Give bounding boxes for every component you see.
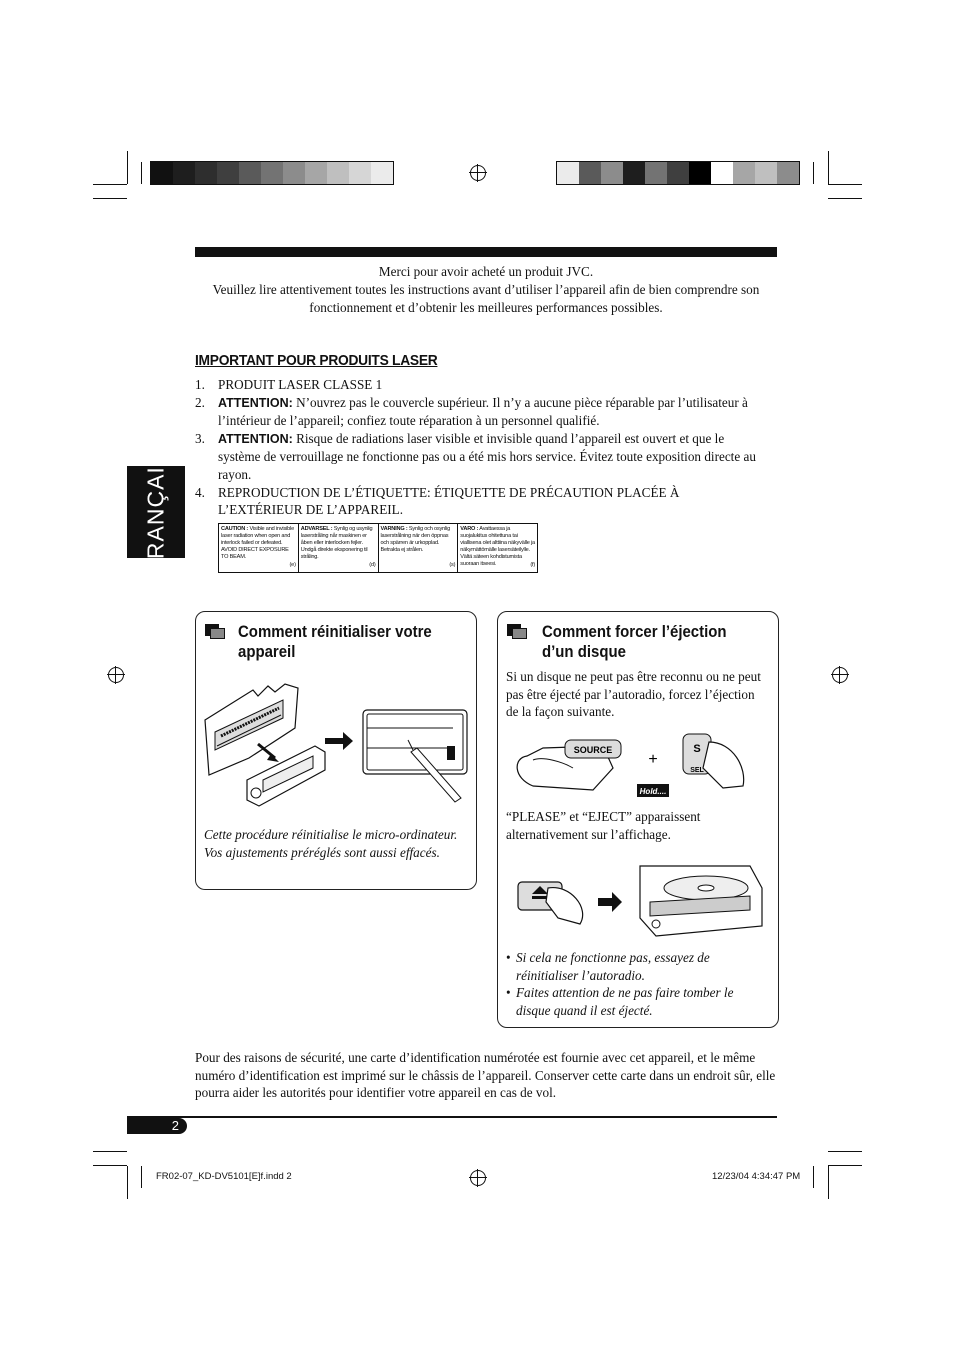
label-cell-text: Synlig och osynlig laserstrålning när den öppnas och spärren är urkopplad. Betrakta ej strålen. <box>380 526 451 553</box>
footer-file: FR02-07_KD-DV5101[E]f.indd 2 <box>156 1171 292 1182</box>
attention-label: ATTENTION: <box>218 431 293 446</box>
color-swatch <box>239 162 261 184</box>
color-swatch <box>667 162 689 184</box>
laser-list-item <box>195 484 765 519</box>
label-cell-tag: (f) <box>530 562 535 569</box>
color-swatch <box>645 162 667 184</box>
eject-illustration <box>510 858 770 948</box>
color-swatch <box>173 162 195 184</box>
label-cell-head: VARO : <box>460 526 479 532</box>
color-swatch <box>755 162 777 184</box>
color-swatch <box>777 162 799 184</box>
intro-text <box>195 263 777 317</box>
list-number: 1. <box>195 377 205 392</box>
label-cell-head: CAUTION : <box>221 526 249 532</box>
list-text: Risque de radiations laser visible et invisible quand l’appareil est ouvert et que le système de verrouillage ne fonctionne pas ou a été mis hors service. Évitez toute exposition directe au rayon. <box>218 430 756 482</box>
color-swatch <box>711 162 733 184</box>
plus-sign: + <box>648 751 658 768</box>
color-swatch <box>623 162 645 184</box>
button-illustration <box>503 728 773 802</box>
color-swatch <box>689 162 711 184</box>
color-swatch <box>579 162 601 184</box>
label-cell <box>299 524 379 572</box>
intro-line-1: Merci pour avoir acheté un produit JVC. <box>378 264 594 279</box>
color-swatch-bar-left <box>150 161 394 185</box>
footer-rule <box>127 1116 777 1118</box>
list-number: 2. <box>195 394 205 410</box>
eject-intro: Si un disque ne peut pas être reconnu ou ne peut pas être éjecté par l’autoradio, forcez l’éjection de la façon suivante. <box>506 669 761 720</box>
registration-mark-bottom <box>470 1170 486 1186</box>
intro-line-2: Veuillez lire attentivement toutes les instructions avant d’utiliser l’appareil afin de bien comprendre son fonctionnement et d’obtenir les meilleures performances possibles. <box>212 282 760 315</box>
registration-mark-top <box>470 165 486 181</box>
caution-label-reproduction <box>218 523 538 573</box>
color-swatch <box>283 162 305 184</box>
footer-date: 12/23/04 4:34:47 PM <box>712 1171 801 1182</box>
laser-heading: IMPORTANT POUR PRODUITS LASER <box>195 352 438 369</box>
reset-illustration <box>203 680 471 810</box>
color-swatch <box>195 162 217 184</box>
label-cell-tag: (s) <box>449 562 456 569</box>
label-cell-head: ADVARSEL : <box>300 526 333 532</box>
registration-mark-left <box>108 667 124 683</box>
registration-mark-right <box>832 667 848 683</box>
label-cell-text: Synlig og usynlig laserstråling når maskinen er åben eller interlocken fejler. Undgå direkte eksponering til stråling. <box>300 526 373 560</box>
reset-caption: Cette procédure réinitialise le micro-ordinateur. Vos ajustements préréglés sont aussi effacés. <box>204 827 458 860</box>
eject-display-text: “PLEASE” et “EJECT” apparaissent alternativement sur l’affichage. <box>506 809 701 842</box>
label-cell <box>458 524 537 572</box>
section-icon <box>205 624 225 639</box>
sel-button-label: SEL <box>690 767 704 774</box>
header-bar <box>195 247 777 257</box>
color-swatch <box>601 162 623 184</box>
bullet-icon: • <box>506 985 511 1001</box>
eject-title: Comment forcer l’éjection d’un disque <box>542 622 727 661</box>
attention-label: ATTENTION: <box>218 395 293 410</box>
color-swatch <box>349 162 371 184</box>
label-cell-text: Visible and invisible laser radiation when open and interlock failed or defeated. AVOID DIRECT EXPOSURE TO BEAM. <box>221 526 294 560</box>
color-swatch <box>327 162 349 184</box>
bullet-icon: • <box>506 950 511 965</box>
label-cell-text: Avattaessa ja suojalukitus ohitettuna tai viallisena olet alttiina näkyvälle ja näkymättömälle lasersäteilylle. Vältä säteen kohdistumista suoraan itseesi. <box>460 526 535 567</box>
note-text: Faites attention de ne pas faire tomber le disque quand il est éjecté. <box>516 985 734 1018</box>
color-swatch <box>261 162 283 184</box>
label-cell-head: VARNING : <box>380 526 408 532</box>
hold-label: Hold.... <box>639 787 667 796</box>
color-swatch <box>151 162 173 184</box>
color-swatch <box>733 162 755 184</box>
label-cell-tag: (e) <box>289 562 296 569</box>
list-text: PRODUIT LASER CLASSE 1 <box>218 377 383 392</box>
note-text: Si cela ne fonctionne pas, essayez de réinitialiser l’autoradio. <box>516 950 710 983</box>
eject-notes <box>506 949 768 1019</box>
note-item <box>506 949 768 984</box>
page-number: 2 <box>127 1118 187 1134</box>
s-button-label: S <box>693 743 701 755</box>
list-text: REPRODUCTION DE L’ÉTIQUETTE: ÉTIQUETTE DE PRÉCAUTION PLACÉE À L’EXTÉRIEUR DE L’APPAREIL. <box>218 484 680 518</box>
color-swatch <box>557 162 579 184</box>
color-swatch-bar-right <box>556 161 800 185</box>
source-button-label: SOURCE <box>573 745 613 755</box>
list-number: 3. <box>195 430 205 446</box>
color-swatch <box>371 162 393 184</box>
label-cell-tag: (d) <box>369 562 376 569</box>
laser-list-item <box>195 430 765 484</box>
note-item <box>506 984 768 1019</box>
language-tab-label: FRANÇAIS <box>142 449 169 575</box>
color-swatch <box>305 162 327 184</box>
laser-list-item <box>195 376 765 394</box>
color-swatch <box>217 162 239 184</box>
list-number: 4. <box>195 484 205 500</box>
section-icon <box>507 624 527 639</box>
security-paragraph: Pour des raisons de sécurité, une carte d’identification numérotée est fournie avec cet appareil, et le même numéro d’identification est imprimé sur le châssis de l’appareil. Conserver cette carte dans un endroit sûr, elle pourra aider les autorités pour identifier votre appareil en cas de vol. <box>195 1050 776 1101</box>
list-text: N’ouvrez pas le couvercle supérieur. Il n’y a aucune pièce réparable par l’utilisateur à l’intérieur de l’appareil; confiez toute réparation à un personnel qualifié. <box>218 394 748 429</box>
label-cell <box>219 524 299 572</box>
laser-list <box>195 376 765 519</box>
label-cell <box>379 524 459 572</box>
reset-title: Comment réinitialiser votre appareil <box>238 622 432 661</box>
language-tab <box>127 449 185 575</box>
laser-list-item <box>195 394 765 430</box>
